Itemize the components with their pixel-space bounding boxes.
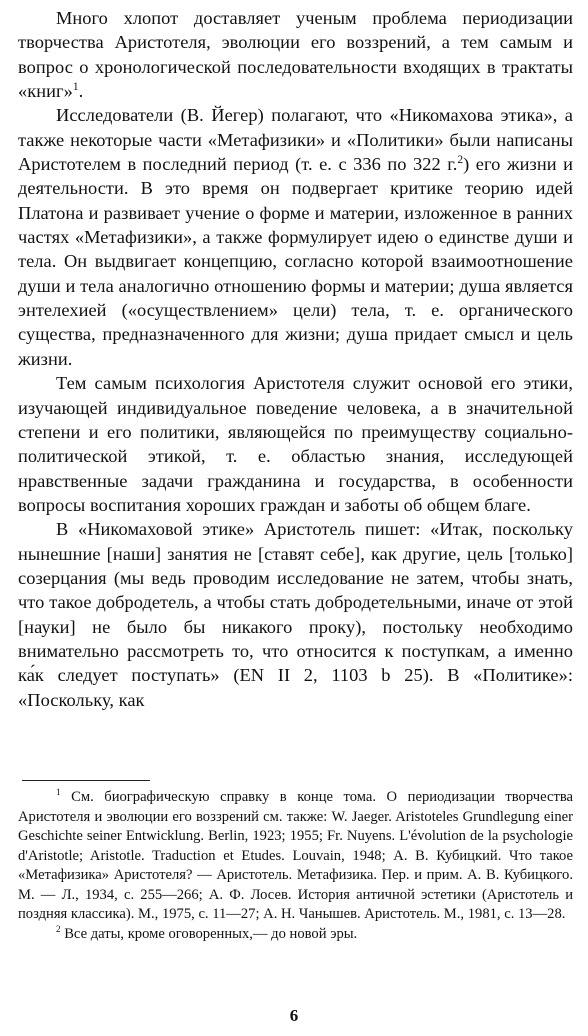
footnote-divider [22, 780, 150, 781]
footnote-number: 2 [56, 923, 61, 934]
paragraph-3: Тем самым психология Аристотеля служит основой его этики, изучающей индивидуальное поведение человека, а в значительной степени и его политики, являющейся по преимуществу социально-политической этикой, т. е. областью знания, исследующей нравственные задачи гражданина и государства, в особенности вопросы воспитания хороших граждан и заботы об общем благе. [18, 373, 573, 515]
footnote-1: $^1$ См. биографическую справку в конце тома. О периодизации творчества Аристотеля и эволюции его воззрений см. также: W. Jaeger. Aristoteles Grundlegung einer Geschichte seiner Entwicklung. Berlin, 1923; 1955; Fr. Nuyens. L'évolution de la psychologie d'Aristotle; Aristotle. Traduction et Etudes. Louvain, 1948; А. В. Кубицкий. Что такое «Метафизика» Аристотеля? — Аристотель. Метафизика. Пер. и прим. А. В. Кубицкого. М. — Л., 1934, с. 255—266; А. Ф. Лосев. История античной эстетики (Аристотель и поздняя классика). М., 1975, с. 11—27; А. Н. Чанышев. Аристотель. М., 1981, с. 13—28. [18, 787, 573, 923]
footnote-2: $^2$ Все даты, кроме оговоренных,— до новой эры. [56, 923, 358, 942]
main-text [18, 6, 573, 712]
footnote-number: 1 [56, 787, 61, 798]
footnote-ref-1: 1 [72, 80, 79, 93]
paragraph-2: Исследователи (В. Йегер) полагают, что «Никомахова этика», а также некоторые части «Метафизики» и «Политики» были написаны Аристотелем в последний период (т. е. с 336 по 322 г.$^2$) его жизни и деятельности. В это время он подвергает критике теорию идей Платона и развивает учение о форме и материи, изложенное в ранних частях «Метафизики», а также формулирует идею о единстве души и тела. Он выдвигает концепцию, согласно которой взаимоотношение души и тела аналогично отношению формы и материи; душа является энтелехией («осуществлением» цели) тела, т. е. органического существа, предназначенного для жизни; душа придает смысл и цель жизни. [18, 105, 573, 369]
page-number: 6 [289, 1006, 299, 1025]
footnote-ref-2: 2 [457, 153, 464, 166]
footnotes [18, 788, 573, 944]
paragraph-1: Много хлопот доставляет ученым проблема периодизации творчества Аристотеля, эволюции его воззрений, а тем самым и вопрос о хронологической последовательности входящих в трактаты «книг»$^1$. [18, 8, 573, 102]
paragraph-4: В «Никомаховой этике» Аристотель пишет: «Итак, поскольку нынешние [наши] занятия не [ставят себе], как другие, цель [только] созерцания (мы ведь проводим исследование не затем, чтобы знать, что такое добродетель, а чтобы стать добродетельными, иначе от этой [науки] не было бы никакого проку), постольку необходимо внимательно рассмотреть то, что относится к поступкам, а именно ка́к следует поступать» (EN II 2, 1103 b 25). В «Политике»: «Поскольку, как [18, 519, 573, 710]
